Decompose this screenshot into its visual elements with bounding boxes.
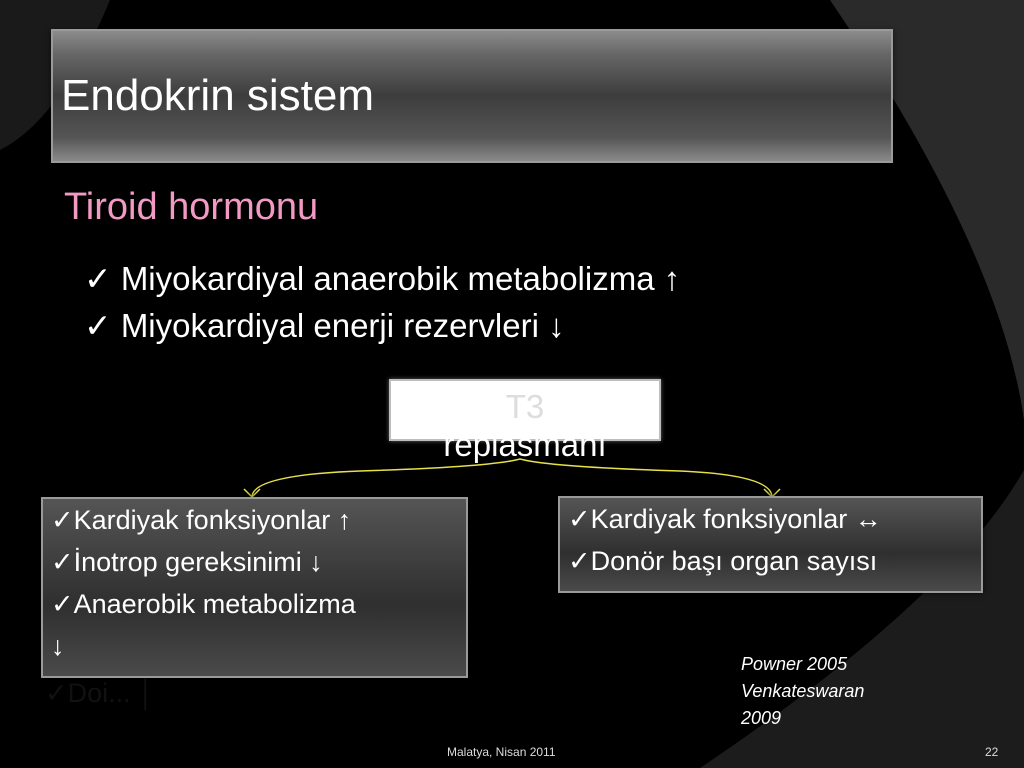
reference-line: Venkateswaran (741, 681, 865, 701)
t3-label (389, 388, 661, 464)
right-panel-item: ✓Donör başı organ sayısı (568, 546, 878, 576)
bullet-item: ✓ Miyokardiyal anaerobik metabolizma ↑ (84, 260, 681, 297)
title-box (51, 29, 893, 163)
obscured-text: ✓Doi... │ (45, 678, 156, 708)
bullet-item: ✓ Miyokardiyal enerji rezervleri ↓ (84, 307, 565, 344)
bullet-list (84, 255, 680, 349)
footer-text: Malatya, Nisan 2011 (447, 745, 556, 759)
t3-label-line2: replasmanı (443, 426, 607, 463)
left-panel-item: ↓ (51, 631, 65, 661)
left-panel-item: ✓Kardiyak fonksiyonlar ↑ (51, 505, 352, 535)
t3-label-line1: T3 (505, 388, 545, 425)
left-panel-item: ✓Anaerobik metabolizma (51, 589, 356, 619)
page-number: 22 (985, 745, 999, 759)
reference-line: Powner 2005 (741, 654, 848, 674)
left-panel-item: ✓İnotrop gereksinimi ↓ (51, 547, 323, 577)
right-panel (558, 496, 983, 593)
right-panel-item: ✓Kardiyak fonksiyonlar ↔ (568, 504, 882, 534)
slide-title: Endokrin sistem (61, 71, 375, 120)
reference-line: 2009 (741, 708, 782, 728)
slide-subtitle: Tiroid hormonu (64, 186, 319, 228)
left-panel (41, 497, 468, 678)
reference (741, 651, 864, 732)
